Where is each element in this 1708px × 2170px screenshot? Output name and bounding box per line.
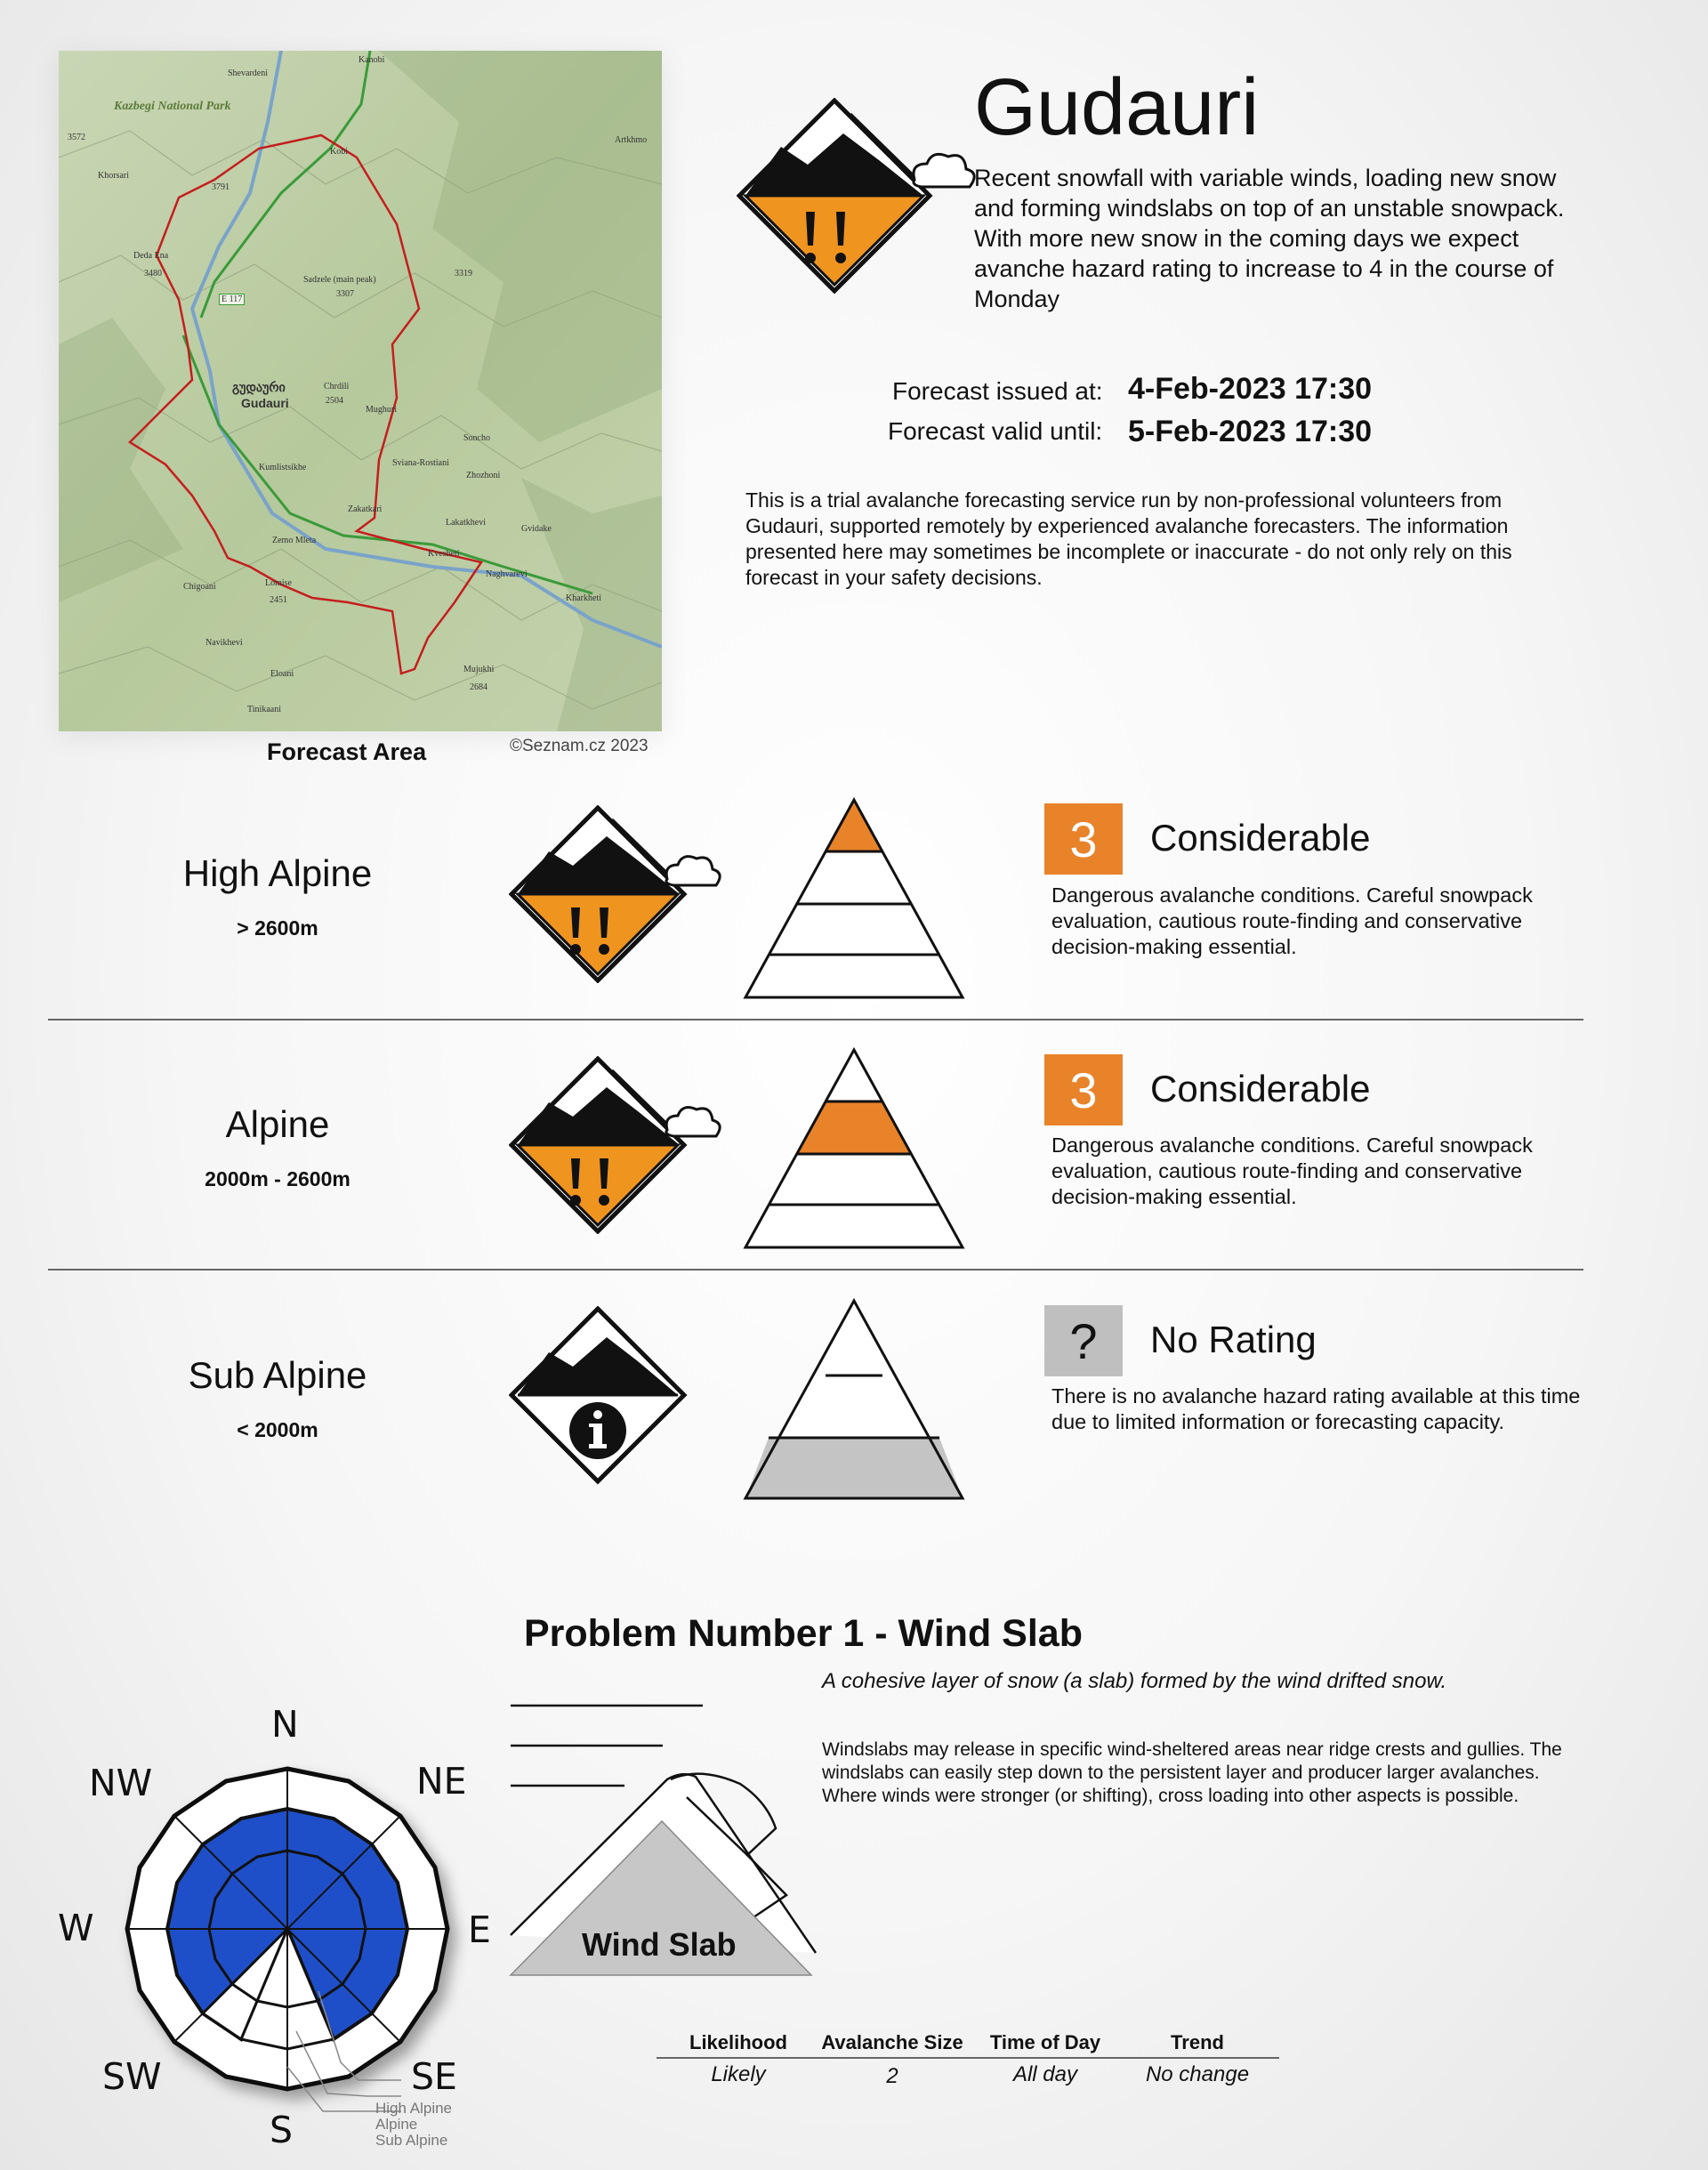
disclaimer: This is a trial avalanche forecasting service run by non-professional volunteers from Gudauri, supported remotely by experienced avalanche forecasters. The information presented here may sometimes be incomplete or inaccurate - do not only rely on this forecast in your safety decisions. xyxy=(745,488,1512,589)
table-header-size: Avalanche Size xyxy=(821,2031,963,2053)
elevation-range-sub-alpine: < 2000m xyxy=(237,1418,318,1441)
map-graphic xyxy=(59,51,662,731)
map-label-zhozhoni: Zhozhoni xyxy=(466,471,501,480)
table-cell-time: All day xyxy=(1012,2062,1078,2086)
issued-value: 4-Feb-2023 17:30 xyxy=(1128,372,1373,406)
aspect-label-sw: SW xyxy=(102,2055,162,2098)
aspect-label-nw: NW xyxy=(89,1762,153,1804)
considerable-wind-icon xyxy=(509,1056,731,1234)
map-caption: Forecast Area xyxy=(267,738,427,765)
row-divider xyxy=(48,1269,1583,1271)
elevation-name-alpine: Alpine xyxy=(225,1103,330,1145)
map-label-h3572: 3572 xyxy=(68,133,85,142)
forecast-summary: Recent snowfall with variable winds, loading new snow and forming windslabs on top of an unstable snowpack. With more new snow in the coming days we expect avanche hazard rating to increase to 4 in the course of Monday xyxy=(974,165,1565,312)
rating-desc-sub-alpine: There is no avalanche hazard rating available at this time due to limited information or forecasting capacity. xyxy=(1051,1384,1581,1433)
elevation-range-high-alpine: > 2600m xyxy=(237,916,318,940)
valid-label: Forecast valid until: xyxy=(888,417,1103,445)
map-label-sadzele: Sadzele (main peak) xyxy=(303,275,376,285)
map-label-artkhmo: Artkhmo xyxy=(615,135,648,145)
problem-title: Problem Number 1 - Wind Slab xyxy=(524,1612,1083,1655)
elevation-pyramid-sub-alpine xyxy=(742,1297,966,1502)
map-label-navikhevi: Navikhevi xyxy=(205,638,243,648)
map-label-naghvarevi: Naghvarevi xyxy=(486,569,528,579)
map-label-sviana: Sviana-Rostiani xyxy=(392,458,449,468)
map-credit: ©Seznam.cz 2023 xyxy=(510,737,649,755)
elevation-range-alpine: 2000m - 2600m xyxy=(205,1167,350,1190)
problem-description: Windslabs may release in specific wind-sheltered areas near ridge crests and gullies. The windslabs can easily step down to the persistent layer and producer larger avalanches. Where winds were stronger (or shifting), cross loading into other aspects is possible. xyxy=(822,1739,1562,1806)
row-divider xyxy=(48,1019,1583,1020)
rating-name-sub-alpine: No Rating xyxy=(1150,1319,1317,1360)
legend-alpine: Alpine xyxy=(375,2116,418,2133)
map-label-gvidake: Gvidake xyxy=(521,524,552,534)
map-label-shevardeni: Shevardeni xyxy=(228,69,268,78)
legend-high-alpine: High Alpine xyxy=(375,2100,453,2117)
rating-badge-sub-alpine: ? xyxy=(1044,1305,1123,1376)
map-label-lakatkhevi: Lakatkhevi xyxy=(446,518,486,528)
map-label-kobi: Kobi xyxy=(330,147,348,157)
table-cell-size: 2 xyxy=(886,2064,898,2088)
map-label-kharkheti: Kharkheti xyxy=(566,593,601,603)
rating-desc-alpine: Dangerous avalanche conditions. Careful snowpack evaluation, cautious route-finding and conservative decision-making essential. xyxy=(1051,1133,1533,1208)
map-label-lomise: Lomise xyxy=(265,578,292,588)
aspect-label-w: W xyxy=(58,1907,94,1949)
map-label-h2684: 2684 xyxy=(470,682,487,692)
map-label-tinikaani: Tinikaani xyxy=(247,705,281,714)
table-header-likelihood: Likelihood xyxy=(689,2031,787,2053)
map-label-h3319: 3319 xyxy=(455,269,472,278)
aspect-label-s: S xyxy=(270,2109,294,2151)
elevation-name-sub-alpine: Sub Alpine xyxy=(188,1354,367,1396)
rating-name-alpine: Considerable xyxy=(1150,1068,1371,1109)
aspect-label-n: N xyxy=(271,1703,299,1746)
rating-badge-alpine: 3 xyxy=(1044,1054,1123,1125)
elevation-pyramid-high-alpine xyxy=(742,796,966,1001)
wind-slab-icon-label: Wind Slab xyxy=(582,1926,737,1963)
elevation-name-high-alpine: High Alpine xyxy=(182,852,373,894)
map-label-dedaena: Deda Ena xyxy=(133,251,169,261)
legend-sub-alpine: Sub Alpine xyxy=(375,2132,448,2149)
table-rule xyxy=(657,2057,1279,2059)
rating-name-high-alpine: Considerable xyxy=(1150,817,1371,859)
map-label-h2451: 2451 xyxy=(270,595,287,605)
map-label-gudauri: Gudauri xyxy=(241,396,289,410)
table-cell-trend: No change xyxy=(1145,2062,1250,2086)
map-label-chrdili: Chrdili xyxy=(324,382,350,391)
map-label-zemomleta: Zemo Mleta xyxy=(272,536,317,545)
aspect-label-ne: NE xyxy=(416,1760,467,1803)
overall-danger-icon xyxy=(737,98,977,294)
map-label-kanobi: Kanobi xyxy=(359,55,385,65)
map-label-mughuri: Mughuri xyxy=(366,405,397,415)
valid-value: 5-Feb-2023 17:30 xyxy=(1128,415,1373,448)
map-label-soncho: Soncho xyxy=(463,433,490,443)
map-label-h3480: 3480 xyxy=(144,269,162,278)
table-cell-likelihood: Likely xyxy=(711,2062,766,2086)
no-rating-info-icon xyxy=(509,1306,696,1486)
aspect-label-se: SE xyxy=(411,2055,457,2098)
forecast-area-map[interactable] xyxy=(59,51,662,731)
map-label-gudauri-ka: გუდაური xyxy=(232,380,286,394)
map-label-mujukhi: Mujukhi xyxy=(463,665,495,674)
map-label-kumlistsikhe: Kumlistsikhe xyxy=(259,463,307,472)
rating-desc-high-alpine: Dangerous avalanche conditions. Careful snowpack evaluation, cautious route-finding and conservative decision-making essential. xyxy=(1051,883,1533,958)
table-header-trend: Trend xyxy=(1171,2031,1224,2053)
problem-definition: A cohesive layer of snow (a slab) formed by the wind drifted snow. xyxy=(822,1669,1447,1693)
rating-badge-high-alpine: 3 xyxy=(1044,803,1123,875)
table-header-time: Time of Day xyxy=(989,2031,1101,2053)
map-label-kazbegi: Kazbegi National Park xyxy=(114,100,231,113)
map-label-h3791: 3791 xyxy=(212,182,230,192)
map-label-sadzele-h: 3307 xyxy=(336,289,354,299)
elevation-pyramid-alpine xyxy=(742,1046,966,1251)
aspect-label-e: E xyxy=(468,1908,491,1951)
map-label-chigoani: Chigoani xyxy=(183,582,216,592)
map-label-h2504: 2504 xyxy=(326,396,343,406)
map-label-road: E 117 xyxy=(219,294,245,305)
considerable-wind-icon xyxy=(509,805,731,983)
map-label-zakatkari: Zakatkari xyxy=(348,504,383,514)
issued-label: Forecast issued at: xyxy=(892,377,1103,405)
page-title: Gudauri xyxy=(974,63,1260,152)
map-label-kvesheti: Kvesheti xyxy=(428,549,460,559)
map-label-eloani: Eloani xyxy=(270,669,294,679)
map-label-khorsari: Khorsari xyxy=(98,171,129,181)
